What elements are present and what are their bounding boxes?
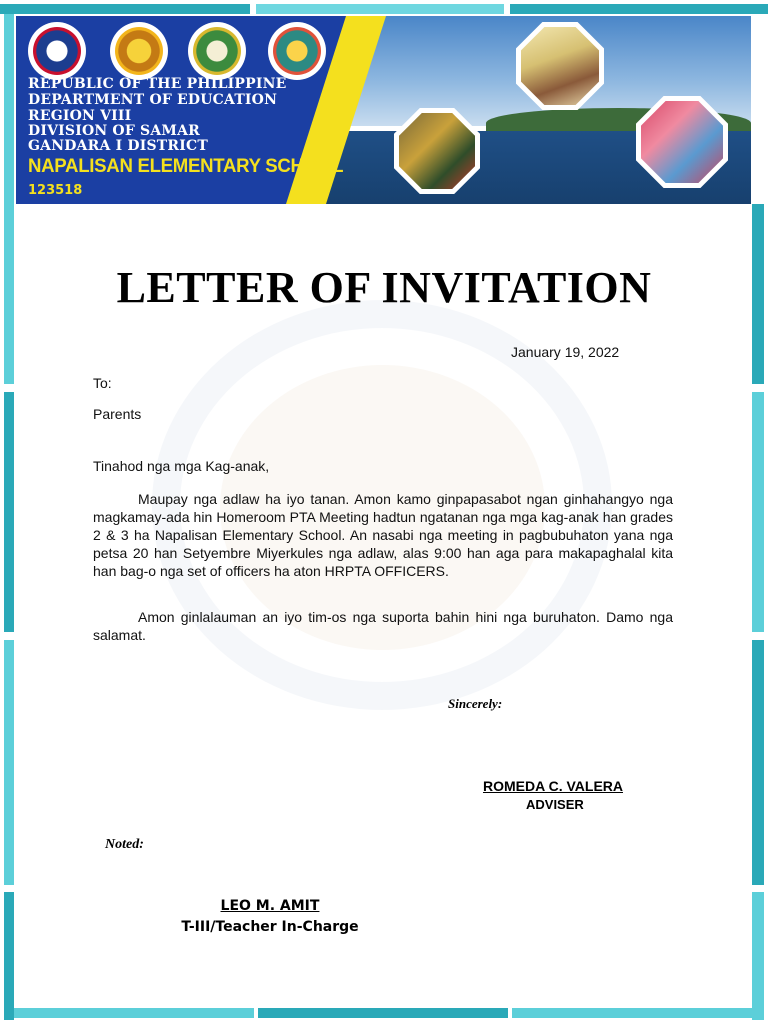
border-stripe xyxy=(4,392,14,632)
border-stripe xyxy=(4,640,14,885)
school-id: 123518 xyxy=(28,183,83,198)
border-stripe xyxy=(512,1008,752,1018)
header-line: REGION VIII xyxy=(28,108,132,124)
closing: Sincerely: xyxy=(448,696,503,711)
letter-date: January 19, 2022 xyxy=(511,344,620,360)
to-label: To: xyxy=(93,375,112,391)
header-line: GANDARA I DISTRICT xyxy=(28,138,208,154)
border-stripe xyxy=(256,4,504,14)
school-name: NAPALISAN ELEMENTARY SCHOOL xyxy=(28,156,344,177)
header-line: DEPARTMENT OF EDUCATION xyxy=(28,92,278,108)
header-line: REPUBLIC OF THE PHILIPPINE xyxy=(28,76,287,92)
border-stripe xyxy=(510,4,768,14)
school-seal-icon xyxy=(268,22,326,80)
division-seal-icon xyxy=(110,22,168,80)
border-stripe xyxy=(752,640,764,885)
header-line: DIVISION OF SAMAR xyxy=(28,123,201,139)
noted-label: Noted: xyxy=(105,837,144,852)
district-seal-icon xyxy=(188,22,246,80)
border-stripe xyxy=(14,1008,254,1018)
noted-title: T-III/Teacher In-Charge xyxy=(181,919,359,935)
body-paragraph: Maupay nga adlaw ha iyo tanan. Amon kamo ginpapasabot ngan ginhahangyo nga magkamay-ada hin Homeroom PTA Meeting hadtun ngatanan nga mga kag-anak han grades 2 & 3 ha Napalisan Elementary School. An nasabi nga meeting in pagbubuhaton yana nga petsa 20 han Setyembre Miyerkules nga adlaw, alas 9:00 han aga para makapaghalal kita han bag-o nga set of officers ha aton HRPTA OFFICERS. xyxy=(93,491,673,579)
border-stripe xyxy=(4,14,14,384)
signatory-title: ADVISER xyxy=(526,797,584,812)
salutation: Tinahod nga mga Kag-anak, xyxy=(93,458,270,474)
noted-name: LEO M. AMIT xyxy=(220,898,320,914)
deped-seal-icon xyxy=(28,22,86,80)
border-stripe xyxy=(752,892,764,1020)
border-stripe xyxy=(0,4,250,14)
recipient: Parents xyxy=(93,406,142,422)
body-paragraph: Amon ginlalauman an iyo tim-os nga suporta bahin hini nga buruhaton. Damo nga salamat. xyxy=(93,609,673,643)
border-stripe xyxy=(258,1008,508,1018)
border-stripe xyxy=(752,392,764,632)
letter-title: LETTER OF INVITATION xyxy=(116,263,652,312)
signatory-name: ROMEDA C. VALERA xyxy=(483,778,623,794)
letterhead-banner xyxy=(16,16,751,204)
photo-octagon xyxy=(516,22,604,110)
